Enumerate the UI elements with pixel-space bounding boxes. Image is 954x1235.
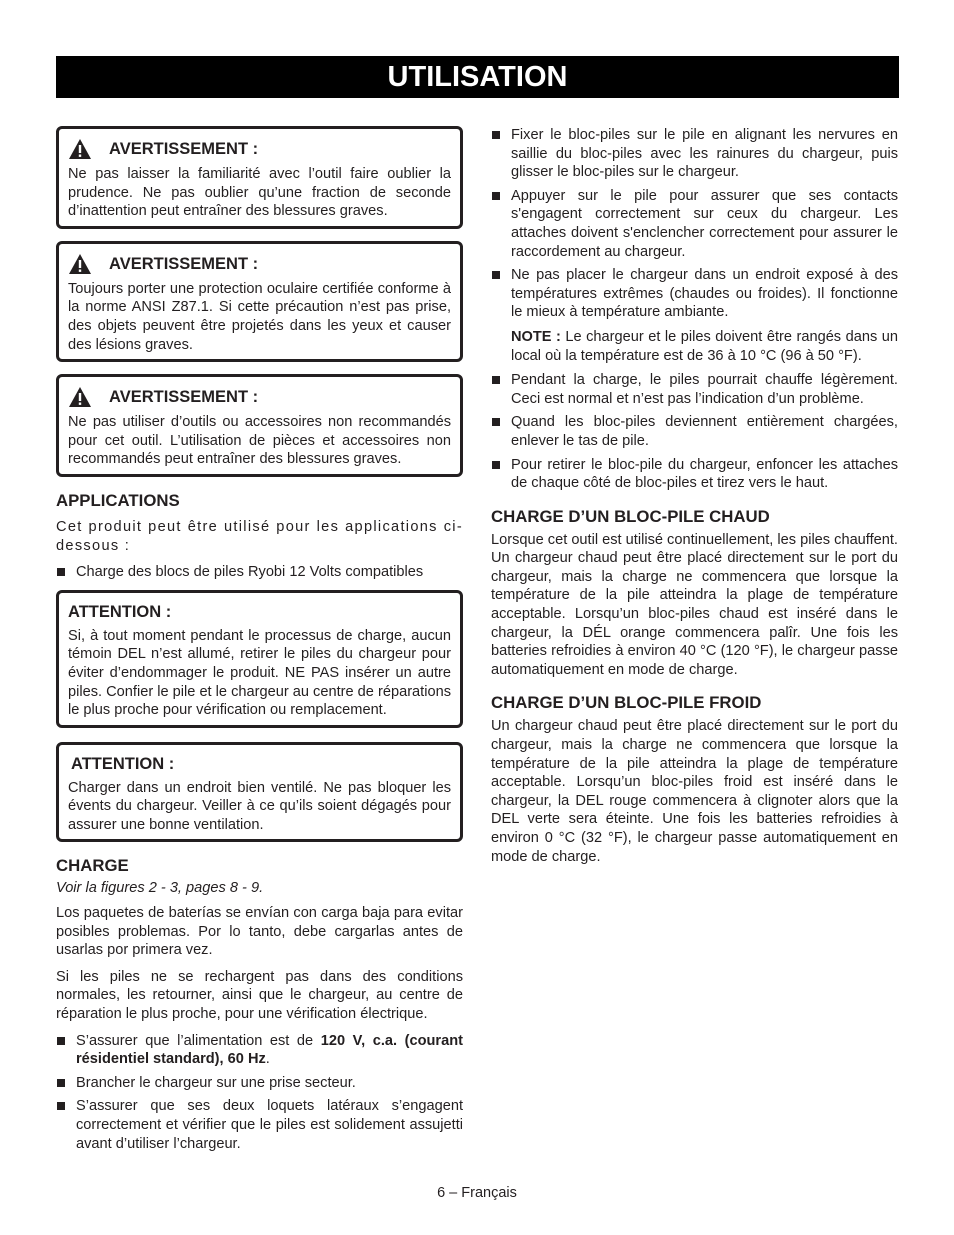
list-item: Quand les bloc-piles deviennent entièrement chargées, enlever le tas de pile. (491, 413, 898, 450)
charge-paragraph-2: Si les piles ne se rechargent pas dans des conditions normales, les retourner, ainsi que le chargeur, au centre de réparation le plus proche, pour une vérification électrique. (56, 968, 463, 1023)
page-title: UTILISATION (56, 56, 899, 98)
warning-box-1 (56, 126, 463, 229)
list-item: Brancher le chargeur sur une prise secteur. (56, 1074, 463, 1093)
list-item: Appuyer sur le pile pour assurer que ses contacts s'engagent correctement sur ceux du chargeur. Les attaches doivent s'enclencher correctement pour assurer le raccordement au chargeur. (491, 187, 898, 261)
charge-steps-list-2 (491, 371, 898, 493)
attention-box-2 (56, 742, 463, 843)
warning-text: Ne pas laisser la familiarité avec l’outil faire oublier la prudence. Ne pas oublier qu’une fraction de seconde d’inattention peut entraîner des blessures graves. (68, 166, 451, 220)
cold-pack-heading: CHARGE D’UN BLOC-PILE FROID (491, 693, 762, 713)
charge-steps-list (491, 126, 898, 322)
warning-text: Ne pas utiliser d’outils ou accessoires non recommandés pour cet outil. L’utilisation de pièces et accessoires non recommandés peut entraîner des blessures graves. (68, 414, 451, 468)
list-item: Pendant la charge, le piles pourrait chauffe légèrement. Ceci est normal et n’est pas l’indication d’un problème. (491, 371, 898, 408)
applications-intro: Cet produit peut être utilisé pour les applications ci-dessous : (56, 518, 463, 554)
attention-text: Charger dans un endroit bien ventilé. Ne pas bloquer les évents du chargeur. Veiller à ce qu’ils soient dégagés pour assurer une bonne ventilation. (68, 779, 451, 833)
hot-pack-heading: CHARGE D’UN BLOC-PILE CHAUD (491, 506, 770, 526)
list-item: Pour retirer le bloc-pile du chargeur, enfoncer les attaches de chaque côté de bloc-piles et tirez vers le haut. (491, 456, 898, 493)
warning-box-3 (56, 374, 463, 477)
charge-heading: CHARGE (56, 856, 129, 876)
warning-title: AVERTISSEMENT : (109, 140, 259, 158)
warning-triangle-icon (68, 138, 92, 160)
attention-text: Si, à tout moment pendant le processus de charge, aucun témoin DEL n’est allumé, retirer le piles du chargeur pour éviter d’endommager le produit. NE PAS insérer un autre piles. Confier le pile et le chargeur au centre de réparations le plus proche pour vérification ou remplacement. (68, 627, 451, 719)
list-item: Ne pas placer le chargeur dans un endroit exposé à des températures extrêmes (chaudes ou froides). Il fonctionne le mieux à température ambiante. (491, 266, 898, 322)
left-column (56, 126, 463, 1161)
hot-pack-text: Lorsque cet outil est utilisé continuellement, les piles chauffent. Un chargeur chaud peut être placé directement sur le port du chargeur, mais la charge ne commencera que lorsque la température de la pile atteindra la plage de température acceptable. Lorsqu’un bloc-piles chaud est inséré dans le chargeur, la DÉL orange commencera palîr. Une fois les batteries refroidies à environ 40 °C (120 °F), le chargeur passe automatiquement en mode de charge. (491, 531, 898, 678)
attention-box-1 (56, 590, 463, 728)
note (491, 328, 898, 365)
list-item: S’assurer que ses deux loquets latéraux s’engagent correctement et vérifier que le piles est solidement assujetti avant d’utiliser l’chargeur. (56, 1097, 463, 1153)
warning-triangle-icon (68, 386, 92, 408)
warning-title: AVERTISSEMENT : (109, 254, 259, 273)
warning-title: AVERTISSEMENT : (109, 388, 259, 407)
charge-list (56, 1032, 463, 1154)
charge-paragraph-1: Los paquetes de baterías se envían con carga baja para evitar posibles problemas. Por lo tanto, debe cargarlas antes de usarlas por primera vez. (56, 905, 463, 959)
cold-pack-text: Un chargeur chaud peut être placé directement sur le port du chargeur, mais la charge ne commencera que lorsque la température de la pile atteindra la plage de température acceptable. Lorsqu’un bloc-piles froid est inséré dans le chargeur, la DEL rouge commencera à clignoter alors que la DEL verte sera éteinte. Une fois les batteries refroidies à environ 0 °C (32 °F), le chargeur passe automatiquement en mode de charge. (491, 718, 898, 865)
applications-list (56, 563, 463, 582)
warning-triangle-icon (68, 253, 92, 275)
attention-title: ATTENTION : (68, 602, 172, 621)
page-number: 6 – Français (437, 1185, 517, 1201)
note-text: Le chargeur et le piles doivent être rangés dans un local où la température est de 36 à 10 °C (96 à 50 °F). (511, 328, 898, 364)
right-column (491, 126, 898, 874)
applications-heading: APPLICATIONS (56, 490, 180, 510)
warning-text: Toujours porter une protection oculaire certifiée conforme à la norme ANSI Z87.1. Si cette précaution n’est pas prise, des objets peuvent être projetés dans les yeux et causer des lésions graves. (68, 280, 451, 353)
attention-title: ATTENTION : (71, 754, 175, 773)
note-label: NOTE : (511, 328, 561, 345)
list-item: Charge des blocs de piles Ryobi 12 Volts compatibles (56, 563, 463, 582)
figure-reference: Voir la figures 2 - 3, pages 8 - 9. (56, 880, 264, 897)
warning-box-2 (56, 241, 463, 362)
list-item: S’assurer que l’alimentation est de 120 V, c.a. (courant résidentiel standard), 60 Hz. (56, 1032, 463, 1069)
list-item: Fixer le bloc-piles sur le pile en alignant les nervures en saillie du bloc-piles avec les rainures du chargeur, puis glisser le bloc-piles sur le chargeur. (491, 126, 898, 182)
